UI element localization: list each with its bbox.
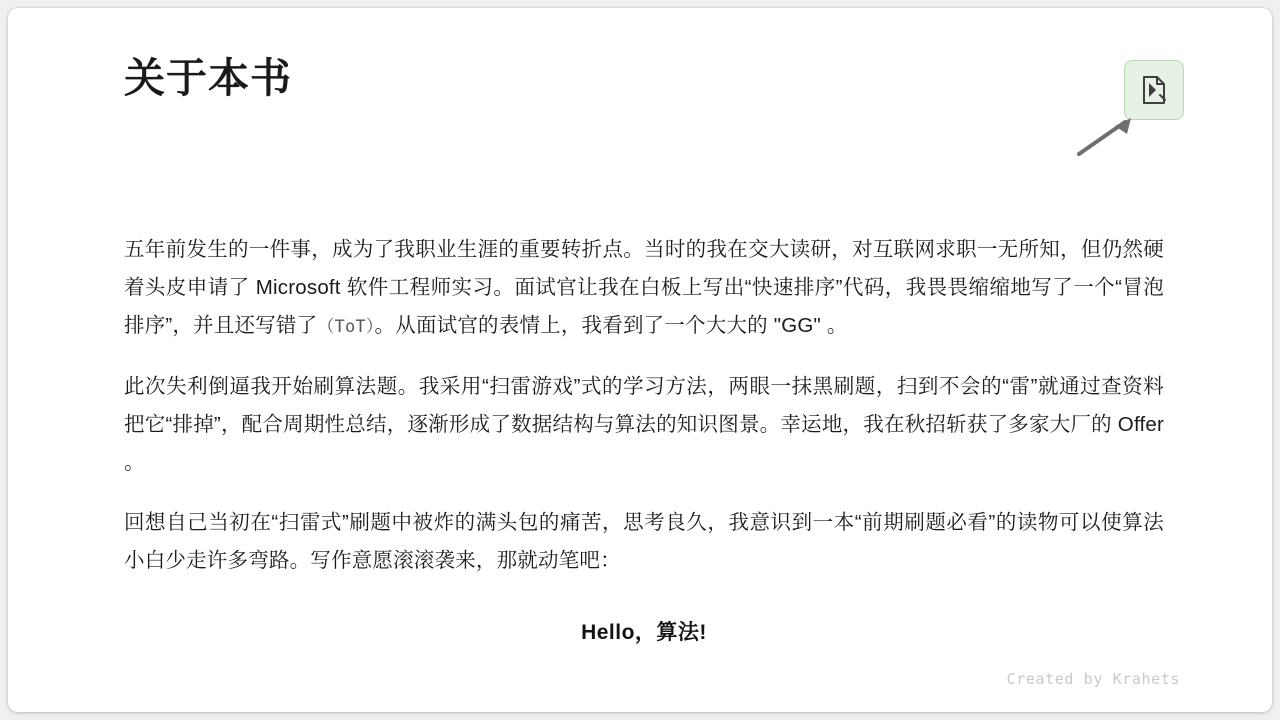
paragraph-2: 此次失利倒逼我开始刷算法题。我采用“扫雷游戏”式的学习方法，两眼一抹黑刷题，扫到不会的“雷”就通过查资料把它“排掉”，配合周期性总结，逐渐形成了数据结构与算法的知识图景。幸运地，我在秋招斩获了多家大厂的 Offer 。 [124,375,1164,475]
paragraph-3: 回想自己当初在“扫雷式”刷题中被炸的满头包的痛苦，思考良久，我意识到一本“前期刷题必看”的读物可以使算法小白少走许多弯路。写作意愿滚滚袭来，那就动笔吧： [124,511,1164,573]
page-title: 关于本书 [124,55,292,101]
paragraph-1-text-b: 。从面试官的表情上，我看到了一个大大的 "GG" 。 [374,314,848,338]
closing-line: Hello，算法! [581,621,707,645]
paragraph-1 [124,231,1164,346]
paragraph-1-text-a: 五年前发生的一件事，成为了我职业生涯的重要转折点。当时的我在交大读研，对互联网求职一无所知，但仍然硬着头皮申请了 Microsoft 软件工程师实习。面试官让我在白板上写出“快速排序”代码，我畏畏缩缩地写了一个“冒泡排序”，并且还写错了 [124,238,1164,338]
document-edit-icon [1139,74,1169,106]
document-content [124,38,1164,646]
footer-credit: Created by Krahets [1006,670,1180,688]
paragraph-1-code: （ToT） [317,317,375,338]
document-card [8,8,1272,712]
document-edit-button[interactable] [1124,60,1184,120]
